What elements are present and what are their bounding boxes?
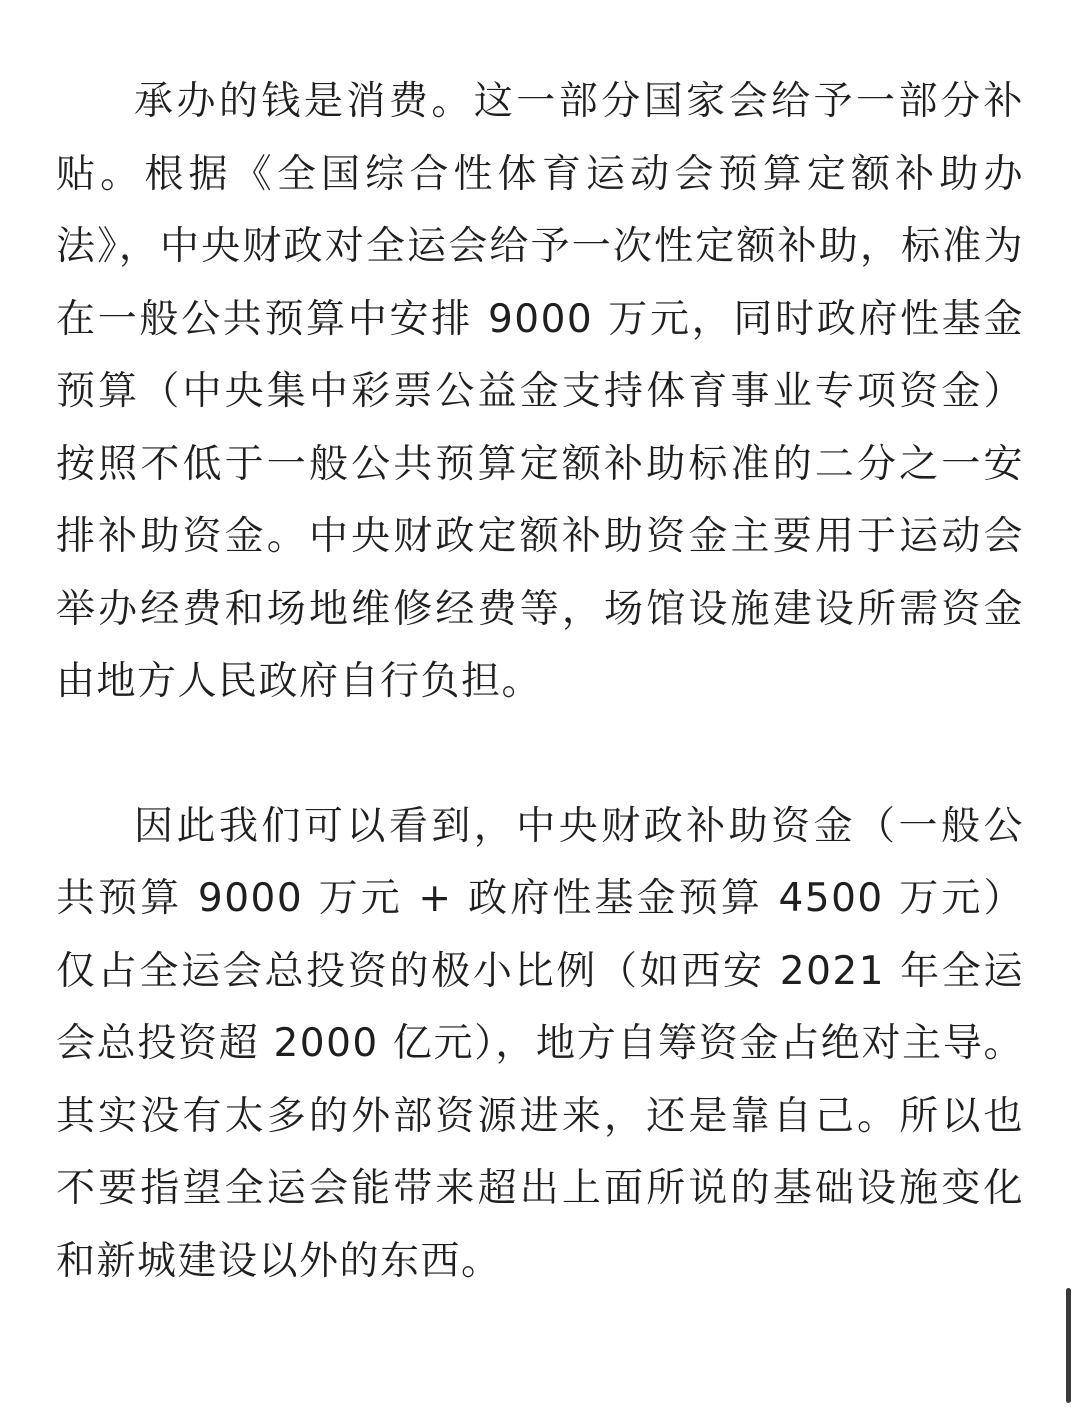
paragraph-subsidy: 承办的钱是消费。这一部分国家会给予一部分补贴。根据《全国综合性体育运动会预算定额补助办法》，中央财政对全运会给予一次性定额补助，标准为在一般公共预算中安排 9000 万元，同时政府性基金预算（中央集中彩票公益金支持体育事业专项资金）按照不低于一般公共预算定额补助标准的二分之一安排补助资金。中央财政定额补助资金主要用于运动会举办经费和场地维修经费等，场馆设施建设所需资金由地方人民政府自行负担。	[56, 79, 1024, 704]
vertical-scrollbar[interactable]	[1066, 1288, 1071, 1403]
article-body	[56, 66, 1024, 1298]
paragraph-conclusion: 因此我们可以看到，中央财政补助资金（一般公共预算 9000 万元 + 政府性基金预算 4500 万元）仅占全运会总投资的极小比例（如西安 2021 年全运会总投资超 2000 亿元），地方自筹资金占绝对主导。其实没有太多的外部资源进来，还是靠自己。所以也不要指望全运会能带来超出上面所说的基础设施变化和新城建设以外的东西。	[56, 803, 1024, 1284]
